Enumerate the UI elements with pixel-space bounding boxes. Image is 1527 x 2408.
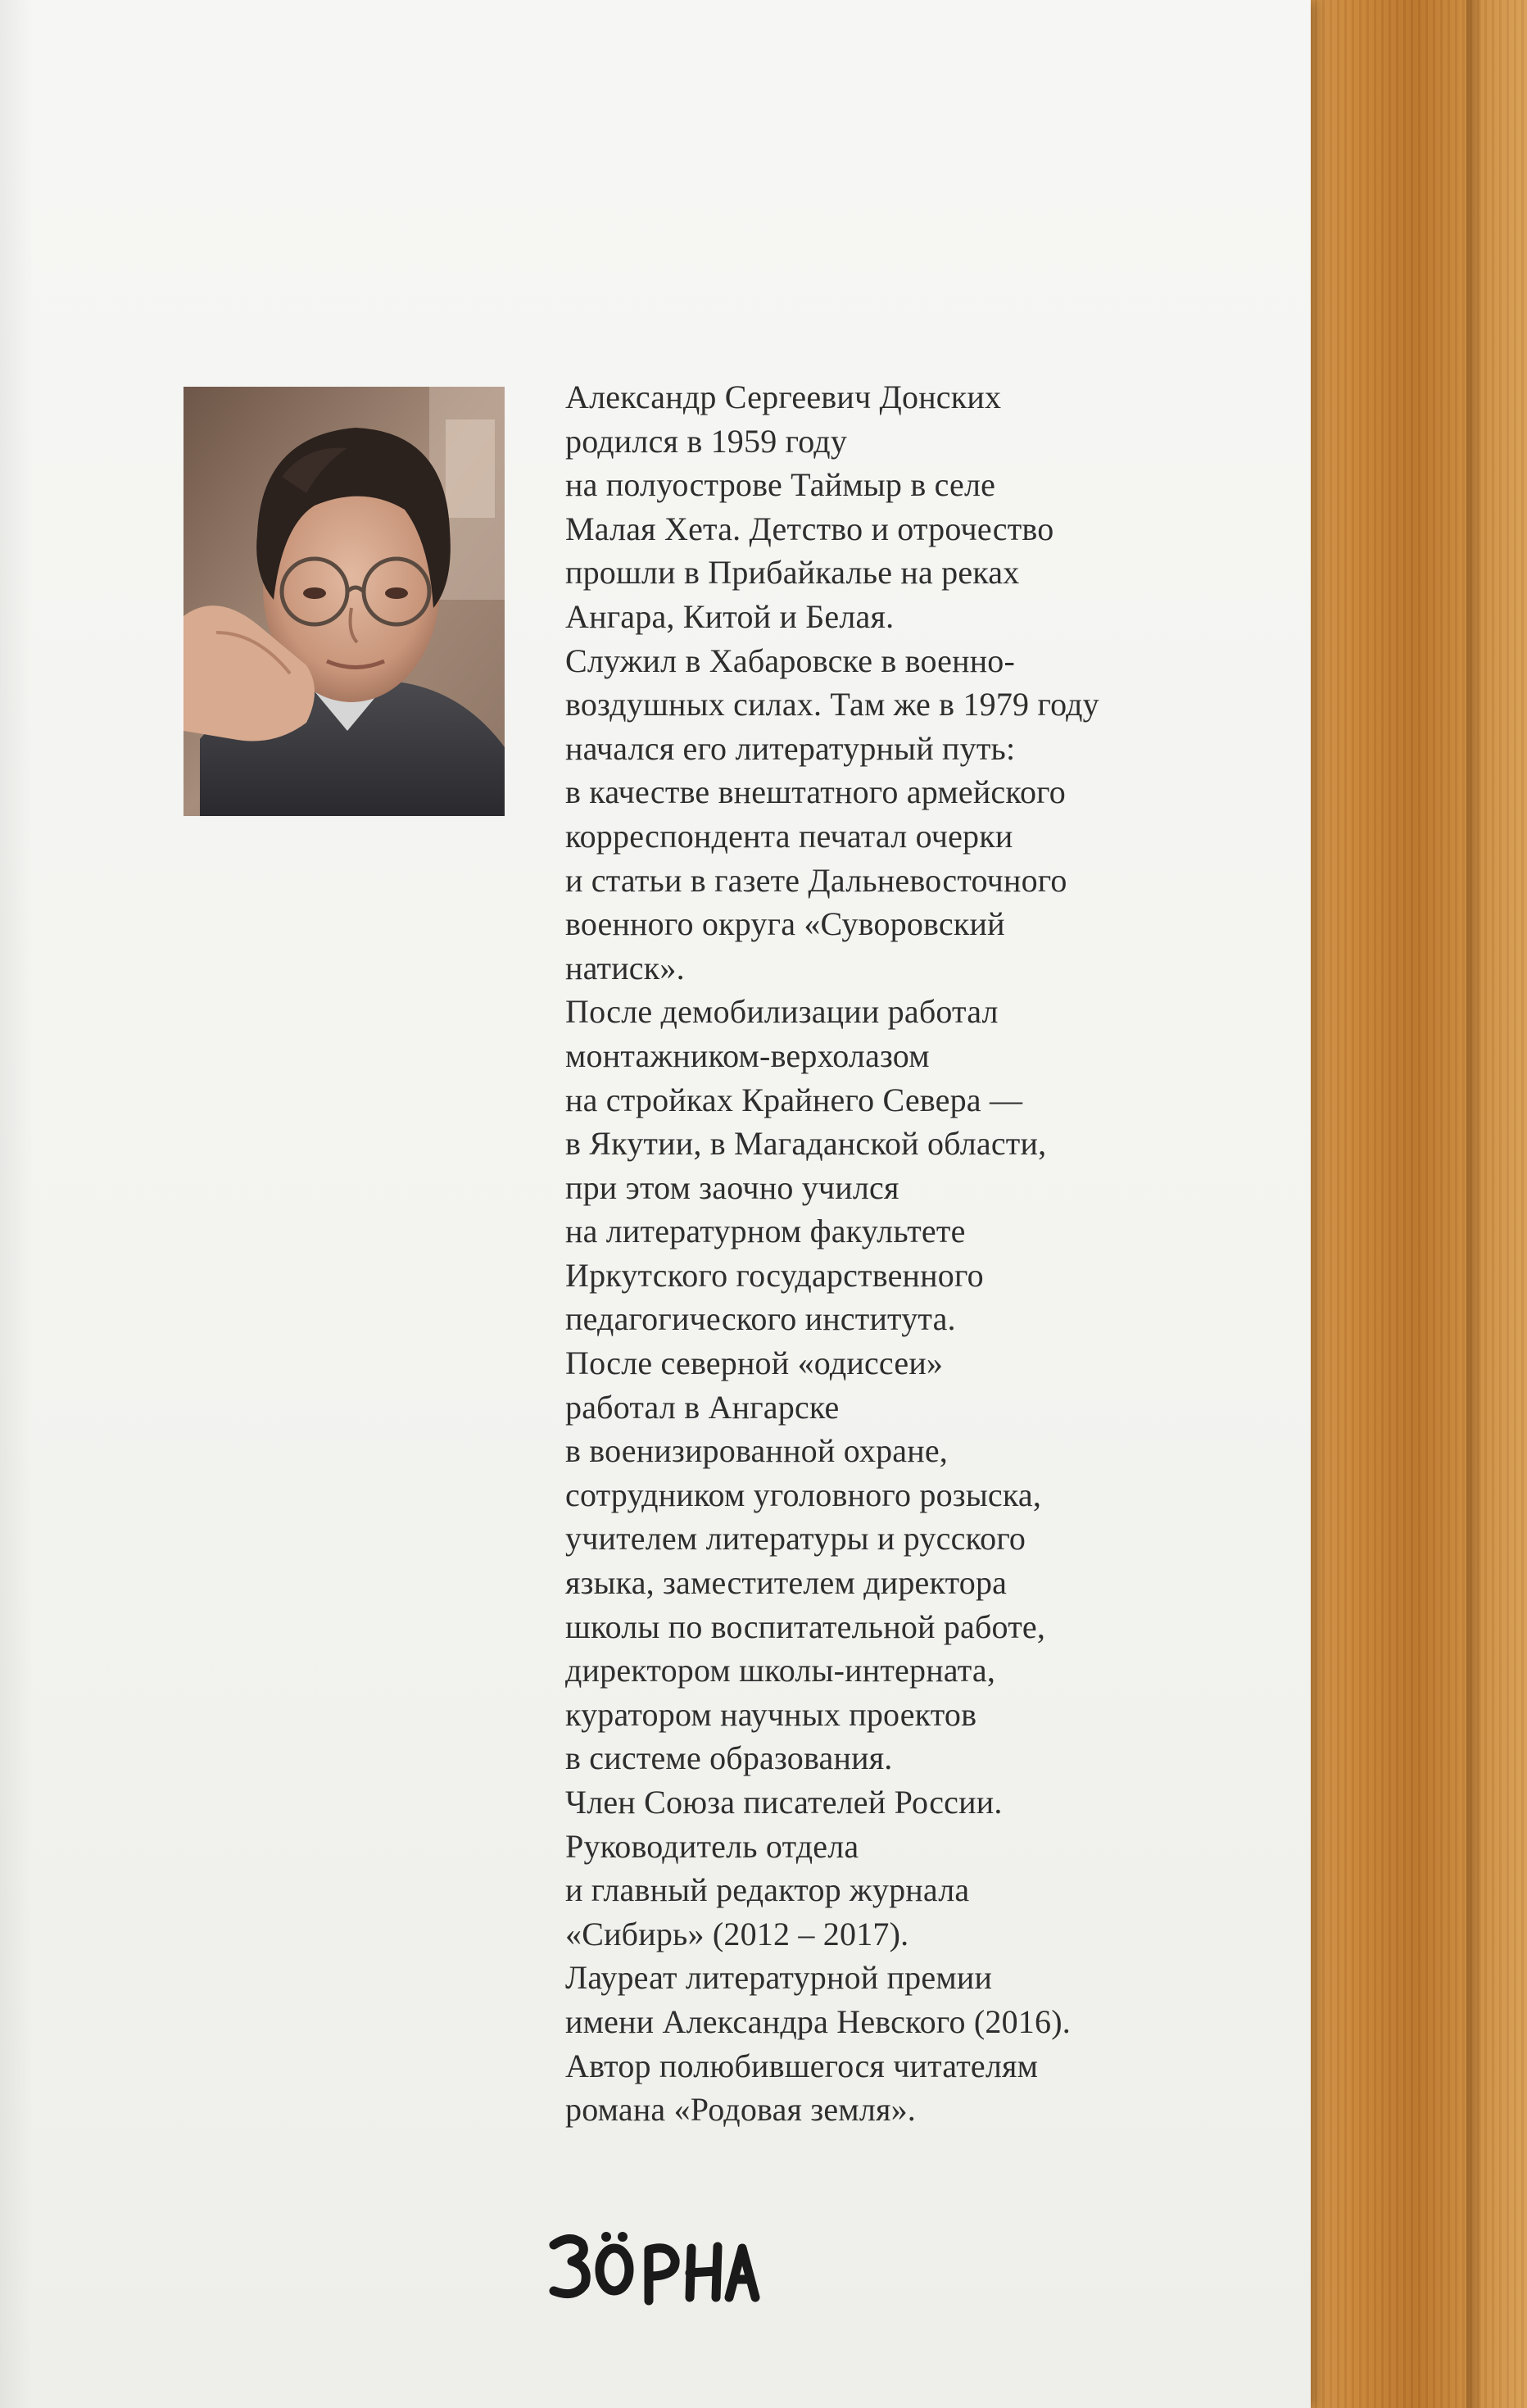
bio-line: Лауреат литературной премии bbox=[565, 1959, 993, 1997]
bio-line: куратором научных проектов bbox=[565, 1695, 977, 1733]
bio-line: После демобилизации работал bbox=[565, 993, 999, 1031]
bio-line: учителем литературы и русского bbox=[565, 1520, 1026, 1558]
bio-line: сотрудником уголовного розыска, bbox=[565, 1476, 1042, 1513]
bio-line: корреспондента печатал очерки bbox=[565, 817, 1013, 855]
bio-line: Малая Хета. Детство и отрочество bbox=[565, 510, 1054, 547]
bio-line: имени Александра Невского (2016). bbox=[565, 2002, 1071, 2040]
bio-line: романа «Родовая земля». bbox=[565, 2091, 916, 2129]
bio-line: и статьи в газете Дальневосточного bbox=[565, 861, 1067, 899]
author-biography bbox=[565, 375, 1270, 2132]
bio-line: на литературном факультете bbox=[565, 1213, 966, 1250]
bio-line: «Сибирь» (2012 – 2017). bbox=[565, 1915, 909, 1952]
author-portrait-icon bbox=[184, 387, 505, 816]
bio-line: После северной «одиссеи» bbox=[565, 1345, 944, 1382]
bio-line: в Якутии, в Магаданской области, bbox=[565, 1125, 1047, 1163]
bio-line: Руководитель отдела bbox=[565, 1827, 859, 1865]
bio-line: Автор полюбившегося читателям bbox=[565, 2047, 1039, 2084]
bio-line: директором школы-интерната, bbox=[565, 1652, 996, 1689]
cover-edge-shade bbox=[0, 0, 33, 2408]
bio-line: Александр Сергеевич Донских bbox=[565, 379, 1002, 415]
bio-line: воздушных силах. Там же в 1979 году bbox=[565, 686, 1099, 723]
table-surface bbox=[1278, 0, 1527, 2408]
bio-line: языка, заместителем директора bbox=[565, 1564, 1008, 1602]
bio-line: при этом заочно учился bbox=[565, 1168, 899, 1206]
bio-line: в военизированной охране, bbox=[565, 1432, 949, 1470]
author-photo bbox=[184, 387, 505, 816]
table-surface-shadow bbox=[1466, 0, 1481, 2408]
bio-line: работал в Ангарске bbox=[565, 1388, 840, 1426]
bio-line: военного округа «Суворовский bbox=[565, 905, 1005, 943]
bio-line: Служил в Хабаровске в военно- bbox=[565, 642, 1016, 679]
bio-line: натиск». bbox=[565, 949, 685, 986]
bio-line: Член Союза писателей России. bbox=[565, 1784, 1003, 1821]
bio-line: школы по воспитательной работе, bbox=[565, 1608, 1046, 1645]
bio-line: прошли в Прибайкалье на реках bbox=[565, 554, 1020, 592]
bio-line: на полуострове Таймыр в селе bbox=[565, 466, 996, 504]
bio-line: начался его литературный путь: bbox=[565, 729, 1016, 767]
bio-line: в качестве внештатного армейского bbox=[565, 773, 1066, 811]
bio-line: Иркутского государственного bbox=[565, 1256, 984, 1294]
bio-line: на стройках Крайнего Севера — bbox=[565, 1081, 1023, 1118]
bio-line: и главный редактор журнала bbox=[565, 1871, 970, 1909]
bio-line: педагогического института. bbox=[565, 1300, 956, 1338]
bio-line: в системе образования. bbox=[565, 1739, 893, 1777]
bio-line: Ангара, Китой и Белая. bbox=[565, 597, 895, 635]
bio-line: родился в 1959 году bbox=[565, 422, 848, 460]
bio-line: монтажником-верхолазом bbox=[565, 1036, 930, 1074]
publisher-logo-icon bbox=[547, 2219, 760, 2309]
publisher-logo bbox=[547, 2219, 760, 2309]
